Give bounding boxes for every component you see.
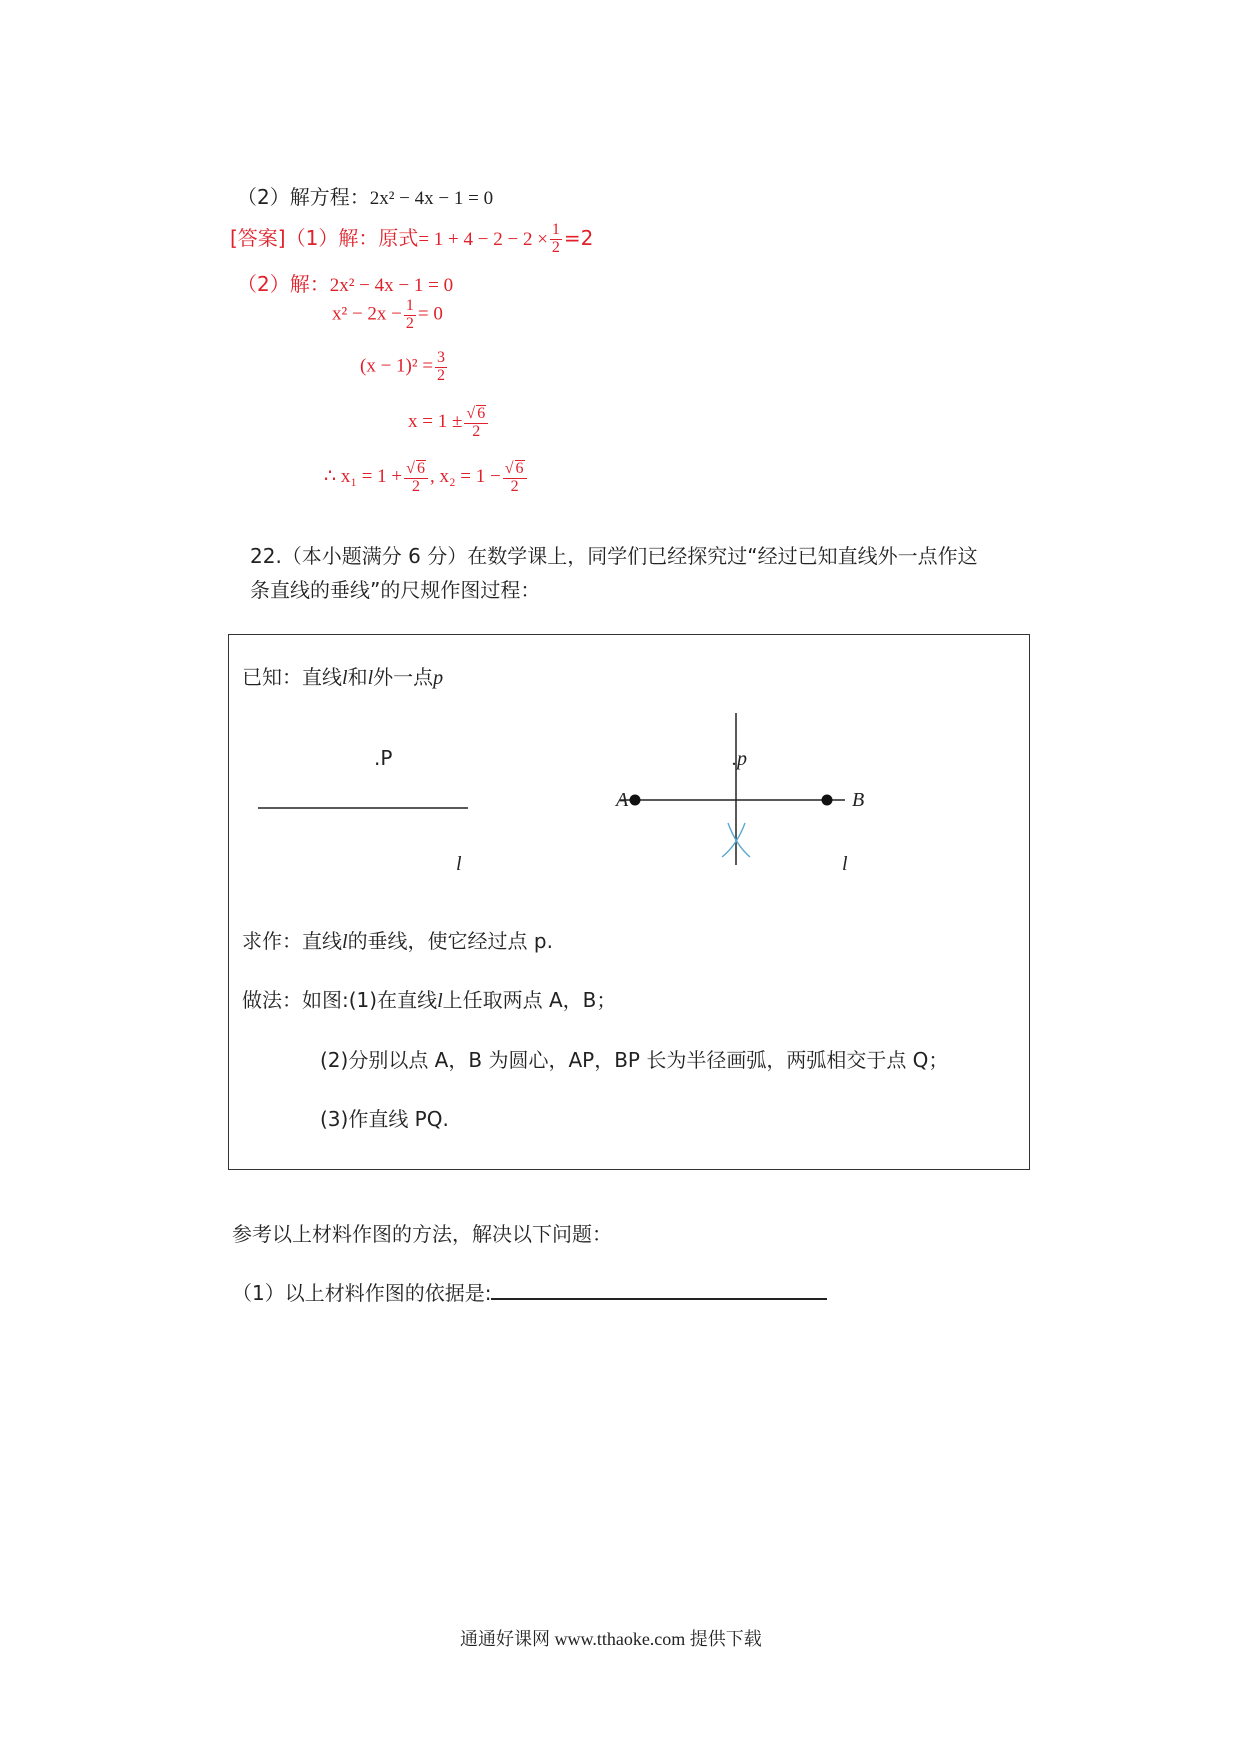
answer-step2: x² − 2x − $\frac{1}{2}$ = 0 — [332, 297, 443, 332]
answer-step3: (x − 1)² = $\frac{3}{2}$ — [360, 349, 446, 384]
answer-part1-expr: = 1 + 4 − 2 − 2 × — [418, 229, 548, 250]
question-22-line1: 22.（本小题满分 6 分）在数学课上，同学们已经探究过“经过已知直线外一点作这 — [250, 544, 978, 568]
answer-part2-label: （2）解： — [237, 272, 330, 296]
problem-2 — [237, 181, 493, 210]
fig2-point-a-label: A — [616, 789, 629, 811]
figure-construction — [600, 705, 880, 875]
fig1-point-p-label: .P — [374, 746, 393, 770]
answer-step4: x = 1 ± $\frac{√ 6}{2}$ — [408, 405, 490, 441]
fig2-point-p-label: .p — [732, 748, 747, 770]
fig1-line-l-label: l — [456, 853, 462, 875]
method-step3: (3)作直线 PQ. — [320, 1107, 449, 1131]
answer-part1-result: =2 — [563, 226, 594, 250]
answer-part1-fraction: $\frac{1}{2}$ — [551, 221, 560, 256]
point-b — [822, 795, 833, 806]
answer-blank[interactable] — [491, 1280, 827, 1300]
point-a — [630, 795, 641, 806]
arc-from-b — [722, 823, 745, 857]
footer-text: 通通好课网 www.tthaoke.com 提供下载 — [460, 1629, 762, 1649]
answer-step5: ∴ x₁ = 1 + $\frac{√ 6}{2}$ , x₂ = 1 − $\frac{√ 6}{2}$ — [324, 460, 529, 496]
task-statement: 求作：直线l的垂线，使它经过点 p. — [242, 929, 553, 953]
arc-from-a — [728, 823, 750, 857]
answer-part1-label: （1）解：原式 — [285, 226, 419, 250]
followup-intro: 参考以上材料作图的方法，解决以下问题： — [232, 1222, 612, 1246]
problem-2-label: （2）解方程： — [237, 185, 370, 209]
method-step2: (2)分别以点 A，B 为圆心，AP，BP 长为半径画弧，两弧相交于点 Q； — [320, 1048, 949, 1072]
problem-2-equation: 2x² − 4x − 1 = 0 — [369, 188, 494, 209]
method-step1: 做法：如图:(1)在直线l上任取两点 A，B； — [242, 988, 617, 1012]
followup-q1: （1）以上材料作图的依据是: — [232, 1277, 827, 1306]
question-22-line2: 条直线的垂线”的尺规作图过程： — [250, 578, 541, 602]
given-statement: 已知：直线l和l外一点p — [242, 665, 444, 689]
answer-part2-line1 — [237, 268, 453, 297]
fig2-line-l-label: l — [842, 853, 848, 875]
figure-given — [250, 720, 490, 890]
fig2-point-b-label: B — [852, 789, 865, 811]
answer-part1 — [230, 222, 593, 257]
answer-step1: 2x² − 4x − 1 = 0 — [329, 275, 454, 296]
answer-tag: [答案] — [230, 226, 286, 250]
